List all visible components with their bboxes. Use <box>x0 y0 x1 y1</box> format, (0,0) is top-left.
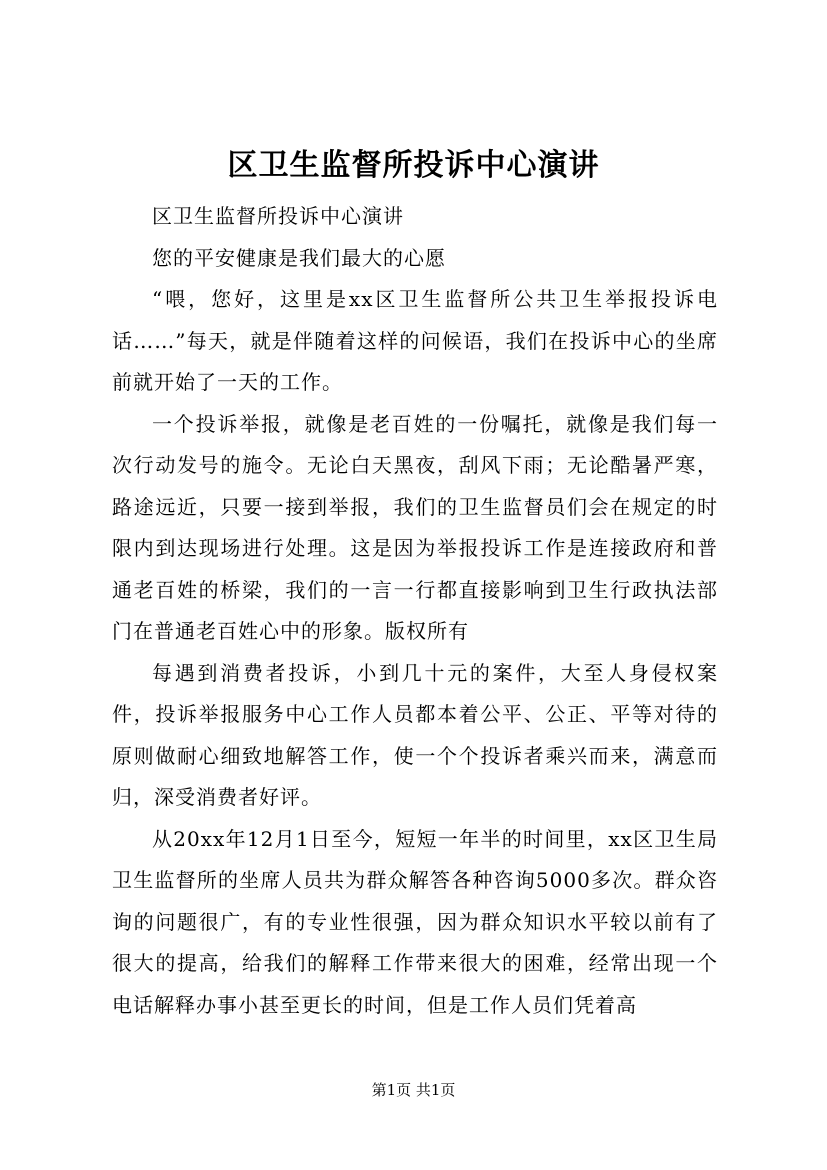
paragraph: 一个投诉举报，就像是老百姓的一份嘱托，就像是我们每一次行动发号的施令。无论白天黑夜，刮风下雨；无论酷暑严寒，路途远近，只要一接到举报，我们的卫生监督员们会在规定的时限内到达现场进行处理。这是因为举报投诉工作是连接政府和普通老百姓的桥梁，我们的一言一行都直接影响到卫生行政执法部门在普通老百姓心中的形象。版权所有 <box>112 411 718 643</box>
paragraph-subtitle: 区卫生监督所投诉中心演讲 <box>152 204 404 228</box>
document-body <box>112 196 718 1026</box>
paragraph: “喂，您好，这里是xx区卫生监督所公共卫生举报投诉电话……”每天，就是伴随着这样的问候语，我们在投诉中心的坐席前就开始了一天的工作。 <box>112 287 718 394</box>
page-footer: 第1页 共1页 <box>371 1081 456 1099</box>
document-title: 区卫生监督所投诉中心演讲 <box>227 148 600 183</box>
paragraph: 每遇到消费者投诉，小到几十元的案件，大至人身侵权案件，投诉举报服务中心工作人员都本着公平、公正、平等对待的原则做耐心细致地解答工作，使一个个投诉者乘兴而来，满意而归，深受消费者好评。 <box>112 660 718 809</box>
paragraph: 从20xx年12月1日至今，短短一年半的时间里，xx区卫生局卫生监督所的坐席人员共为群众解答各种咨询5000多次。群众咨询的问题很广，有的专业性很强，因为群众知识水平较以前有了很大的提高，给我们的解释工作带来很大的困难，经常出现一个电话解释办事小甚至更长的时间，但是工作人员们凭着高 <box>112 826 718 1017</box>
paragraph-slogan: 您的平安健康是我们最大的心愿 <box>152 245 446 270</box>
